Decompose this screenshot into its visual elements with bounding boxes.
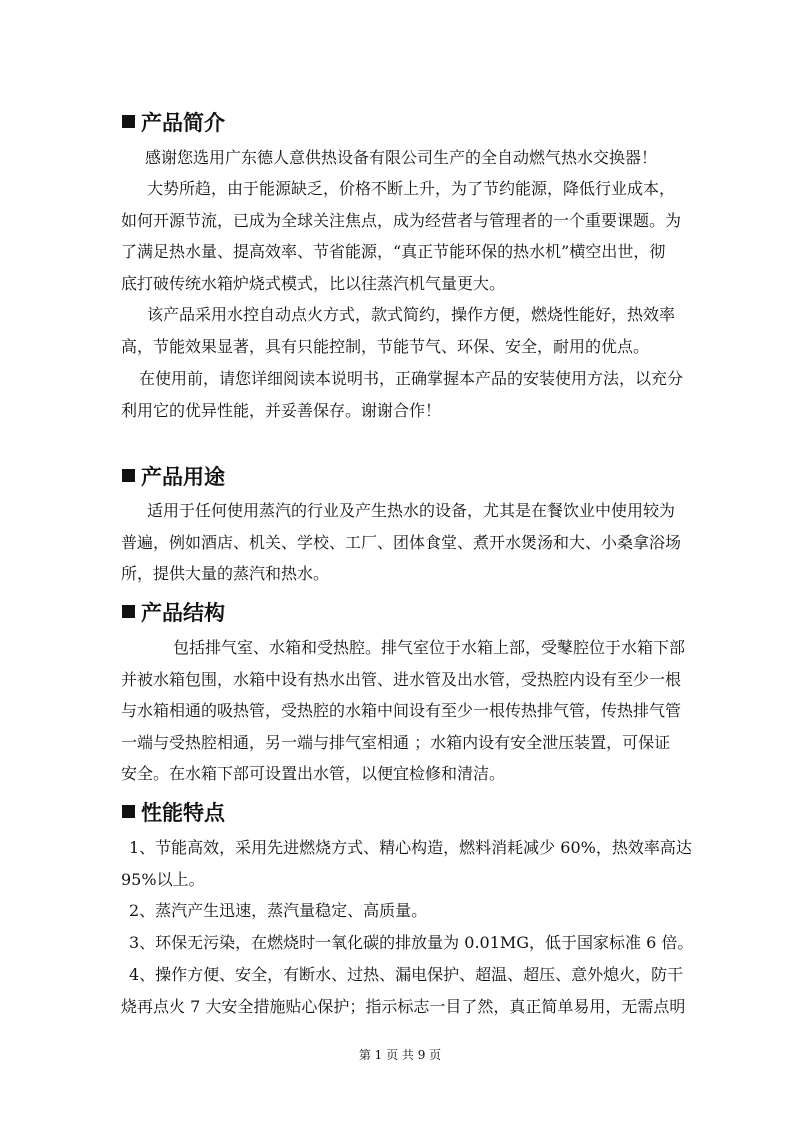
paragraph (121, 927, 694, 959)
text-line: 4、操作方便、安全，有断水、过热、漏电保护、超温、超压、意外熄火，防干 (129, 965, 684, 984)
text-line: 烧再点火 7 大安全措施贴心保护；指示标志一目了然，真正简单易用，无需点明 (121, 996, 686, 1016)
text-line: 了满足热水量、提高效率、节省能源，“真正节能环保的热水机”横空出世，彻 (121, 242, 666, 261)
text-line: 在使用前，请您详细阅读本说明书，正确掌握本产品的安装使用方法，以充分 (139, 369, 684, 388)
section-title: 产品结构 (141, 601, 225, 625)
square-bullet-icon (122, 605, 135, 618)
section-heading-intro (122, 107, 225, 137)
text-line: 1、节能高效，采用先进燃烧方式、精心构造，燃料消耗减少 60%，热效率高达 (129, 838, 692, 857)
paragraph (145, 142, 705, 174)
text-line: 与水箱相通的吸热管，受热腔的水箱中间设有至少一根传热排气管，传热排气管 (121, 701, 682, 720)
section-title: 性能特点 (141, 801, 225, 825)
square-bullet-icon (122, 805, 135, 818)
section-heading-usage (122, 461, 225, 491)
section-heading-structure (122, 597, 225, 627)
paragraph (121, 495, 681, 590)
text-line: 普遍，例如酒店、机关、学校、工厂、团体食堂、煮开水煲汤和大、小桑拿浴场 (121, 532, 682, 552)
paragraph (121, 173, 681, 299)
paragraph (121, 959, 686, 1022)
text-line: 安全。在水箱下部可设置出水管，以便宜检修和清洁。 (121, 764, 506, 783)
paragraph (121, 632, 686, 790)
text-line: 该产品采用水控自动点火方式，款式简约，操作方便，燃烧性能好，热效率 (147, 305, 676, 324)
text-line: 利用它的优异性能，并妥善保存。谢谢合作！ (121, 400, 442, 420)
section-heading-features (122, 797, 225, 827)
text-line: 包括排气室、水箱和受热腔。排气室位于水箱上部，受鼕腔位于水箱下部 (173, 638, 686, 657)
text-line: 底打破传统水箱炉烧式模式，比以往蒸汽机气量更大。 (121, 273, 506, 293)
paragraph (121, 363, 684, 426)
section-title: 产品用途 (141, 465, 225, 489)
paragraph (121, 832, 692, 895)
section-title: 产品简介 (141, 111, 225, 135)
text-line: 感谢您选用广东德人意供热设备有限公司生产的全自动燃气热水交换器！ (145, 148, 658, 167)
text-line: 3、环保无污染，在燃烧时一氧化碳的排放量为 0.01MG，低于国家标准 6 倍。 (129, 933, 694, 952)
page-footer: 第 1 页 共 9 页 (358, 1048, 442, 1062)
text-line: 大势所趋，由于能源缺乏，价格不断上升，为了节约能源，降低行业成本， (147, 179, 676, 198)
text-line: 高，节能效果显著，具有只能控制，节能节气、环保、安全，耐用的优点。 (121, 336, 650, 356)
text-line: 95%以上。 (121, 869, 205, 889)
text-line: 并被水箱包围，水箱中设有热水出管、进水管及出水管，受热腔内设有至少一根 (121, 669, 682, 689)
paragraph (121, 299, 681, 362)
text-line: 适用于任何使用蒸汽的行业及产生热水的设备，尤其是在餐饮业中使用较为 (147, 501, 676, 520)
text-line: 如何开源节流，已成为全球关注焦点，成为经营者与管理者的一个重要课题。为 (121, 210, 682, 230)
square-bullet-icon (122, 115, 135, 128)
text-line: 一端与受热腔相通，另一端与排气室相通 ；水箱内设有安全泄压装置，可保证 (121, 732, 671, 752)
text-line: 2、蒸汽产生迅速，蒸汽量稳定、高质量。 (129, 901, 428, 920)
square-bullet-icon (122, 469, 135, 482)
paragraph (121, 895, 681, 927)
text-line: 所，提供大量的蒸汽和热水。 (121, 564, 330, 583)
